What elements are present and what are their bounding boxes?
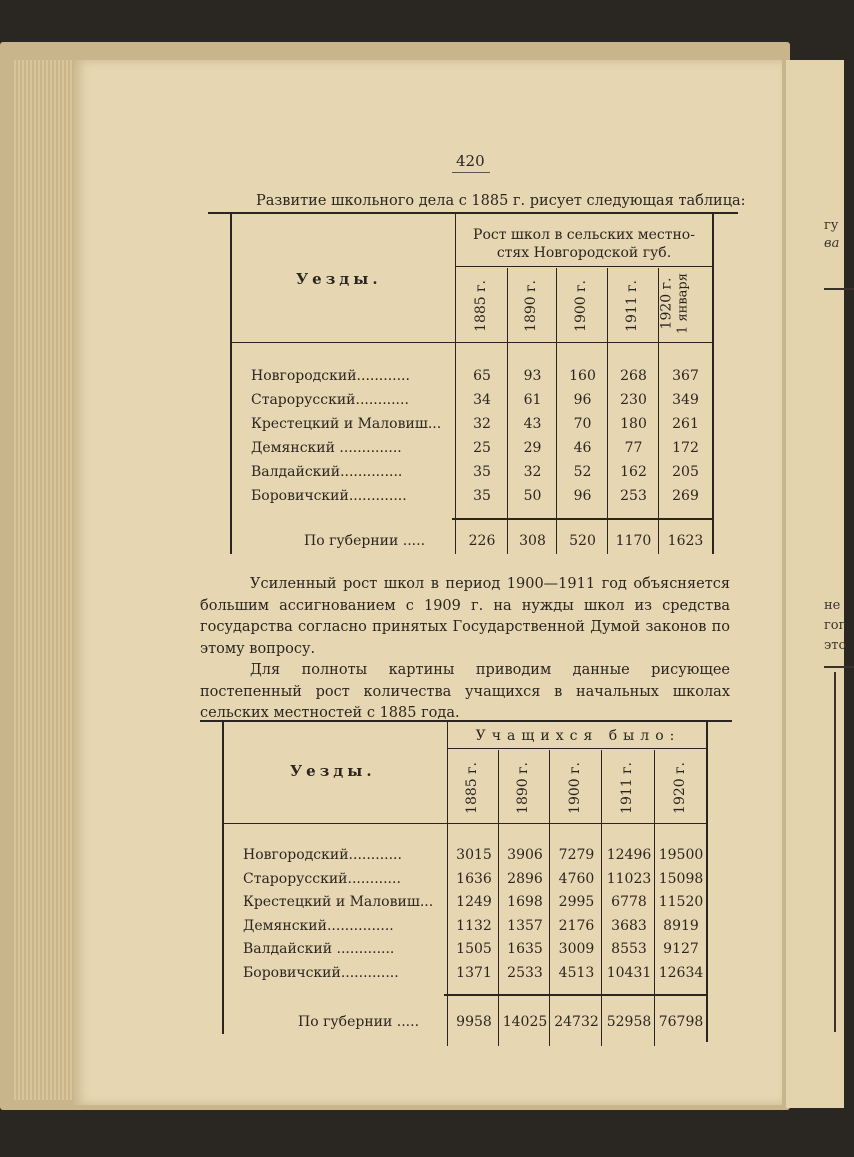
table-cell: 12496 [606,847,652,863]
total-cell: 520 [569,533,596,549]
table-cell: 11023 [606,870,652,887]
year-header: 1885 г. [464,762,480,814]
total-label: По губернии ..... [304,533,426,549]
right-fragment: не [824,598,841,613]
year-header: 1900 г. [573,280,589,332]
table-rule [200,720,732,722]
year-header: 1890 г. [523,280,539,332]
table-cell: 269 [672,488,699,504]
table-cell: 1132 [456,917,492,934]
year-header [660,269,675,339]
table-cell: 2533 [507,964,543,981]
table-cell: 3906 [507,847,543,863]
year-header-line: 1 января [675,273,691,334]
table-cell: 70 [573,416,592,432]
column-header-uezdy: Уезды. [290,762,376,780]
table-cell: 2176 [558,917,595,934]
table-rule [224,823,708,824]
table-rule [447,722,448,1046]
paragraph [200,660,730,725]
total-label: По губернии ..... [298,1014,420,1030]
table-cell: 268 [620,368,647,384]
right-fragment: гог [824,618,846,633]
total-cell: 76798 [658,1014,704,1030]
table-cell: 96 [573,488,592,504]
table-cell: 50 [523,488,542,504]
right-fragment: гу [824,218,839,233]
group-header-line: стях Новгородской губ. [496,245,672,261]
table-cell: 19500 [658,847,704,863]
table-cell: 261 [672,416,699,432]
total-cell: 52958 [606,1014,652,1030]
table-cell: 4513 [558,964,595,981]
table-cell: 32 [523,464,542,480]
table-cell: 172 [672,440,699,456]
year-header: 1900 г. [567,762,583,814]
district-name: Валдайский ............. [243,941,395,957]
table-rule [444,994,708,996]
table-cell: 8919 [663,917,699,934]
table-cell: 7279 [558,847,595,863]
table-cell: 35 [473,488,491,504]
table-cell: 349 [672,392,699,408]
table-cell: 93 [523,368,542,384]
page-number: 420 [456,152,485,170]
year-header [676,269,691,339]
total-cell: 9958 [456,1014,492,1030]
table-cell: 61 [523,392,542,408]
table-cell: 10431 [606,964,652,981]
table-cell: 1635 [507,941,543,957]
table-rule [447,748,707,749]
table-rule [232,342,714,343]
table-rule [455,214,456,554]
table-cell: 11520 [658,894,704,910]
total-cell: 24732 [554,1014,599,1030]
year-header: 1911 г. [624,280,640,332]
district-name: Новгородский............ [251,368,410,384]
right-fragment: ва [824,236,840,251]
table-cell: 25 [473,440,491,456]
group-header-line: Рост школ в сельских местно- [473,227,695,243]
right-page [786,60,847,1108]
paragraph [200,574,730,660]
table-cell: 9127 [663,941,699,957]
table-cell: 367 [672,368,699,384]
table-cell: 1249 [456,894,492,910]
table-cell: 15098 [658,870,704,887]
table-cell: 96 [573,392,592,408]
right-rule [824,288,854,290]
right-table-line [834,672,836,1032]
table-cell: 253 [620,488,647,504]
district-name: Боровичский............. [243,964,399,981]
table-rule [607,268,608,554]
intro-text: Развитие школьного дела с 1885 г. рисует следующая таблица: [256,193,746,209]
district-name: Старорусский............ [251,392,409,408]
page-stack [14,60,74,1100]
table-cell: 162 [620,464,647,480]
table-cell: 1698 [507,894,543,910]
table-cell: 29 [523,440,542,456]
district-name: Валдайский.............. [251,464,403,480]
paragraph-text: Усиленный рост школ в период 1900—1911 год объясняется большим ассигнованием с 1909 г. на нужды школ из средства государства согласно принятых Государственной Думой законов по этому вопросу. [200,576,730,657]
district-name: Демянский .............. [251,440,402,456]
table-cell: 2896 [507,870,543,887]
table-cell: 35 [473,464,491,480]
group-header [458,226,710,262]
table-rule [507,268,508,554]
district-name: Новгородский............ [243,847,402,863]
year-header: 1911 г. [619,762,635,814]
table-cell: 6778 [611,894,647,910]
page-number-rule [452,172,490,173]
table-rule [222,722,224,1034]
table-cell: 230 [620,392,647,408]
total-cell: 14025 [502,1014,548,1030]
table-rule [712,214,714,554]
table-cell: 1357 [507,917,543,934]
table-cell: 12634 [658,964,704,981]
district-name: Крестецкий и Маловиш... [243,894,434,910]
total-cell: 1623 [667,533,704,549]
table-cell: 180 [620,416,647,432]
year-header: 1885 г. [473,280,489,332]
table-rule [452,518,714,520]
total-cell: 308 [519,533,546,549]
right-rule [824,666,854,668]
paragraph-text: Для полноты картины приводим данные рисующее постепенный рост количества учащихся в начальных школах сельских местностей с 1885 года. [200,662,730,721]
column-header-uezdy: Уезды. [296,270,382,288]
total-cell: 1170 [615,533,652,549]
year-header: 1920 г. [672,762,688,814]
year-header-line: 1920 г. [658,277,675,330]
district-name: Старорусский............ [243,870,401,887]
table-cell: 65 [473,368,491,384]
table-cell: 32 [473,416,491,432]
table-cell: 160 [569,368,596,384]
table-cell: 8553 [611,941,647,957]
right-fragment: это [824,638,847,653]
table-rule [455,266,713,267]
table-cell: 2995 [558,894,595,910]
table-cell: 3009 [558,941,595,957]
table-cell: 1505 [456,941,492,957]
table-rule [230,214,232,554]
table-cell: 52 [573,464,592,480]
year-header: 1890 г. [515,762,531,814]
table-cell: 46 [573,440,592,456]
table-cell: 205 [672,464,699,480]
table-cell: 4760 [558,870,595,887]
table-cell: 77 [624,440,643,456]
district-name: Боровичский............. [251,488,407,504]
table-cell: 1636 [456,870,492,887]
district-name: Крестецкий и Маловиш... [251,416,442,432]
table-cell: 34 [473,392,491,408]
table-cell: 1371 [456,964,492,981]
district-name: Демянский............... [243,917,394,934]
table-rule [208,212,738,214]
table-rule [556,268,557,554]
table-cell: 3015 [456,847,492,863]
group-header: Учащихся было: [475,728,681,744]
table-cell: 3683 [611,917,647,934]
total-cell: 226 [468,533,496,549]
table-cell: 43 [523,416,542,432]
